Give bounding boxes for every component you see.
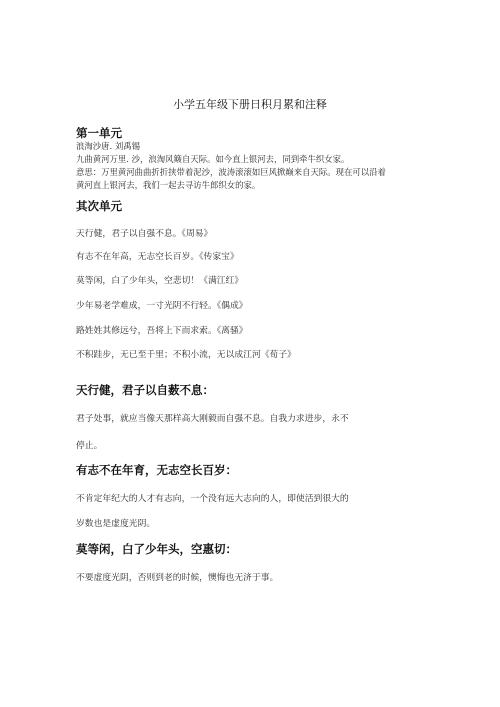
note-text-line: 君子处事，就应当像天那样高大刚毅而自强不息。自我力求进步，永不 [76, 414, 349, 424]
poem-meaning-line-2: 黄河直上银河去，我们一起去寻访牛郎织女的家。 [76, 180, 261, 190]
quote-line: 有志不在年高，无志空长百岁。《传家宝》 [76, 252, 239, 262]
note-text-line: 停止。 [76, 441, 103, 451]
quote-line: 天行健，君子以自强不息。《周易》 [76, 229, 213, 239]
quote-line: 莫等闲，白了少年头，空悲切！《满江红》 [76, 276, 244, 286]
note-text-line: 不肯定年纪大的人才有志向，一个没有远大志向的人，即使活到很大的 [76, 494, 349, 504]
quote-line: 不积跬步，无已至千里；不积小流，无以成江河《荀子》 [76, 350, 296, 360]
poem-text-line: 九曲黄河万里. 沙，浪淘风簸自天际。如今直上银河去，同到牵牛织女家。 [76, 154, 350, 164]
note-heading: 莫等闲，白了少年头，空惠切： [76, 542, 237, 556]
note-text-line: 岁数也是虚度光阴。 [76, 519, 156, 529]
unit1-heading: 第一单元 [76, 126, 122, 140]
poem-meaning-line: 意思：万里黄河曲曲折折挟带着泥沙，波涛滚滚如巨风掀巅来自天际。现在可以沿着 [76, 167, 386, 177]
quote-line: 少年易老学难成，一寸光阴不行轻。《偶成》 [76, 301, 248, 311]
unit2-heading: 其次单元 [76, 199, 122, 213]
note-text-line: 不要虚度光阴，否则到老的时候，懊悔也无济于事。 [76, 573, 279, 583]
quote-line: 路姓姓其修远兮，吾将上下而求索。《离骚》 [76, 326, 248, 336]
note-heading: 有志不在年育，无志空长百岁： [76, 463, 237, 477]
note-heading: 天行健，君子以自薮不息： [76, 383, 214, 397]
poem-title-line: 浪淘沙唐. 刘禹锡 [76, 141, 140, 151]
page-title: 小学五年级下册日积月累和注释 [173, 98, 327, 111]
